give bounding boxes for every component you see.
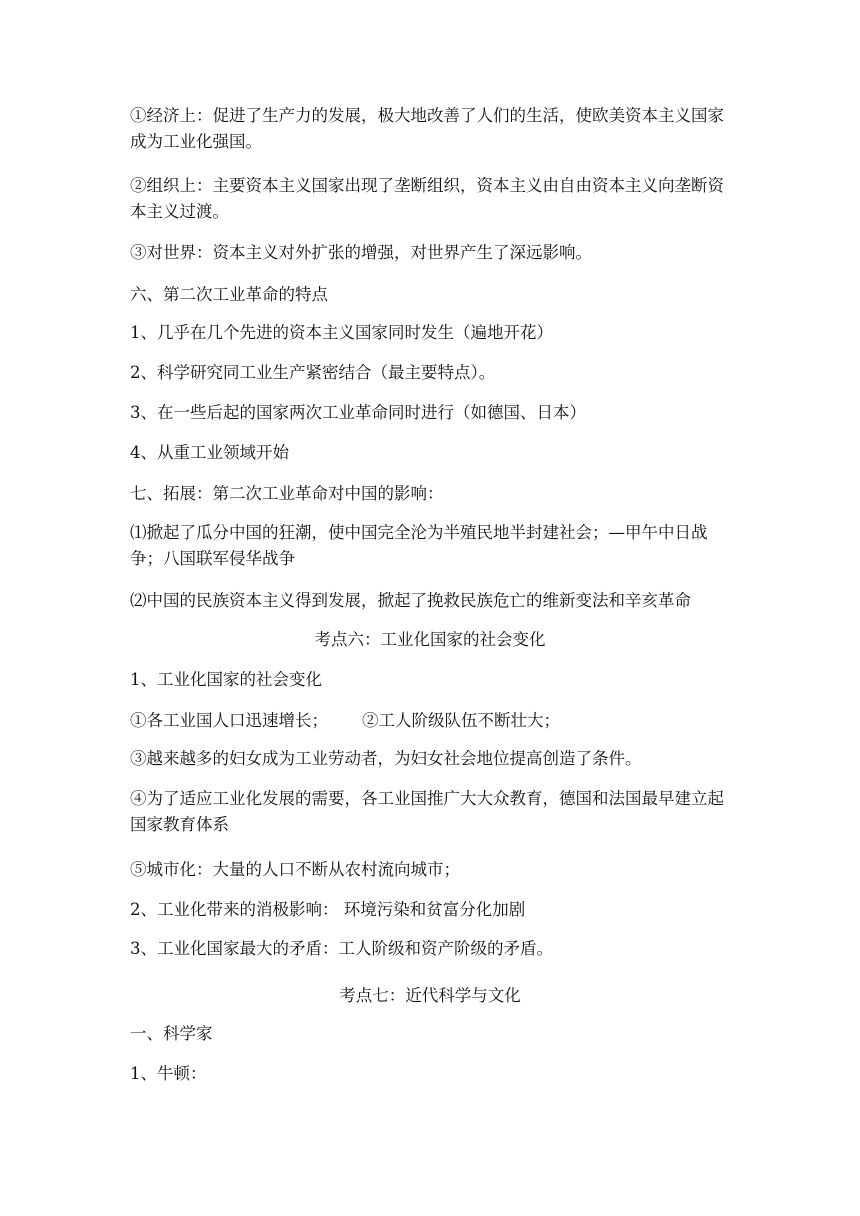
section-heading-extension: 七、拓展：第二次工业革命对中国的影响：	[130, 484, 444, 503]
main-contradiction-item: 3、工业化国家最大的矛盾：工人阶级和资产阶级的矛盾。	[130, 939, 553, 958]
social-change-item-3: ③越来越多的妇女成为工业劳动者，为妇女社会地位提高创造了条件。	[130, 749, 642, 768]
section-heading-features: 六、第二次工业革命的特点	[130, 285, 328, 304]
world-impact-paragraph: ③对世界：资本主义对外扩张的增强，对世界产生了深远影响。	[130, 243, 592, 262]
topic-seven-heading: 考点七：近代科学与文化	[339, 986, 521, 1005]
scientists-heading: 一、科学家	[130, 1024, 213, 1043]
topic-six-heading: 考点六：工业化国家的社会变化	[314, 630, 546, 649]
social-change-item-5: ⑤城市化：大量的人口不断从农村流向城市；	[130, 860, 460, 879]
newton-item: 1、牛顿：	[130, 1064, 207, 1083]
negative-impact-item: 2、工业化带来的消极影响： 环境污染和贫富分化加剧	[130, 900, 526, 919]
feature-item-2: 2、科学研究同工业生产紧密结合（最主要特点）。	[130, 363, 496, 382]
extension-item-1: ⑴掀起了瓜分中国的狂潮，使中国完全沦为半殖民地半封建社会；—甲午中日战争；八国联军侵华战争	[130, 523, 708, 568]
feature-item-3: 3、在一些后起的国家两次工业革命同时进行（如德国、日本）	[130, 403, 586, 422]
social-change-item-1: ①各工业国人口迅速增长；	[130, 711, 328, 730]
feature-item-4: 4、从重工业领域开始	[130, 443, 289, 462]
social-change-heading: 1、工业化国家的社会变化	[130, 670, 322, 689]
economic-impact-paragraph: ①经济上：促进了生产力的发展，极大地改善了人们的生活，使欧美资本主义国家成为工业化强国。	[130, 106, 724, 151]
extension-item-2: ⑵中国的民族资本主义得到发展，掀起了挽救民族危亡的维新变法和辛亥革命	[130, 591, 691, 610]
social-change-item-2: ②工人阶级队伍不断壮大；	[362, 711, 560, 730]
feature-item-1: 1、几乎在几个先进的资本主义国家同时发生（遍地开花）	[130, 323, 553, 342]
organizational-impact-paragraph: ②组织上：主要资本主义国家出现了垄断组织，资本主义由自由资本主义向垄断资本主义过渡。	[130, 176, 724, 221]
social-change-item-4: ④为了适应工业化发展的需要，各工业国推广大大众教育，德国和法国最早建立起国家教育体系	[130, 789, 724, 834]
